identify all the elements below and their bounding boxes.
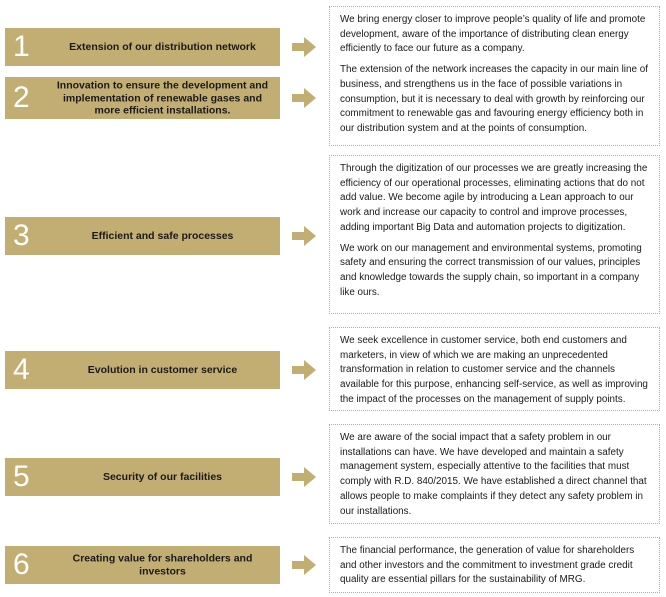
item-title: Innovation to ensure the development and implementation of renewable gases and more efficient installations. — [56, 79, 269, 117]
item-title: Evolution in customer service — [87, 363, 238, 376]
item-6-label — [5, 546, 280, 584]
arrow-right-icon — [292, 360, 316, 380]
item-number: 6 — [13, 548, 30, 581]
item-number: 4 — [13, 353, 30, 386]
item-5-description — [329, 424, 660, 524]
item-number: 3 — [13, 219, 30, 252]
item-4-description — [329, 327, 660, 411]
description-paragraph: The extension of the network increases the capacity in our main line of business, and strengthens us in the face of possible variations in consumption, but it is necessary to deal with growth by reinforcing our commitment to renewable gas and favouring energy efficiency both in our distribution system and at the points of consumption. — [340, 64, 648, 134]
item-4-label — [5, 351, 280, 389]
item-5-label — [5, 458, 280, 496]
description-paragraph: The financial performance, the generation of value for shareholders and other investors and the commitment to investment grade credit quality are essential pillars for the sustainability of MRG. — [340, 545, 635, 586]
item-1-label — [5, 28, 280, 66]
item-title: Efficient and safe processes — [91, 229, 234, 242]
arrow-right-icon — [292, 467, 316, 487]
item-number: 2 — [13, 81, 30, 114]
description-paragraph: We are aware of the social impact that a safety problem in our installations can have. We have developed and maintain a safety management system, especially attentive to the facilities that must comply with R.D. 840/2015. We have established a direct channel that allows people to make complaints if they detect any safety problem in our installations. — [340, 432, 647, 517]
arrow-right-icon — [292, 555, 316, 575]
description-paragraph: We bring energy closer to improve people’s quality of life and promote development, aware of the importance of distributing clean energy efficiently to face our future as a company. — [340, 14, 646, 55]
arrow-right-icon — [292, 226, 316, 246]
description-paragraph: We work on our management and environmental systems, promoting safety and ensuring the correct transmission of our values, principles and knowledge towards the supply chain, so important in a company like ours. — [340, 242, 642, 298]
item-number: 5 — [13, 460, 30, 493]
item-1-description — [329, 6, 660, 146]
item-title: Extension of our distribution network — [69, 40, 256, 53]
item-3-label — [5, 217, 280, 255]
item-number: 1 — [13, 30, 30, 63]
item-6-description — [329, 537, 660, 593]
description-paragraph: We seek excellence in customer service, both end customers and marketers, in view of which we are making an unprecedented transformation in relation to customer service and the channels available for this purpose, enhancing self-service, as well as improving the impact of the processes on the management of supply points. — [340, 335, 648, 405]
description-paragraph: Through the digitization of our processes we are greatly increasing the efficiency of our operational processes, eliminating actions that do not add value. We become agile by introducing a Lean approach to our work and increase our capacity to control and improve processes, adding important Big Data and automation projects to digitization. — [340, 163, 648, 233]
item-title: Security of our facilities — [102, 470, 223, 483]
item-title: Creating value for shareholders and investors — [72, 552, 253, 577]
arrow-right-icon — [292, 88, 316, 108]
item-2-label — [5, 77, 280, 119]
arrow-right-icon — [292, 37, 316, 57]
item-3-description — [329, 155, 660, 314]
